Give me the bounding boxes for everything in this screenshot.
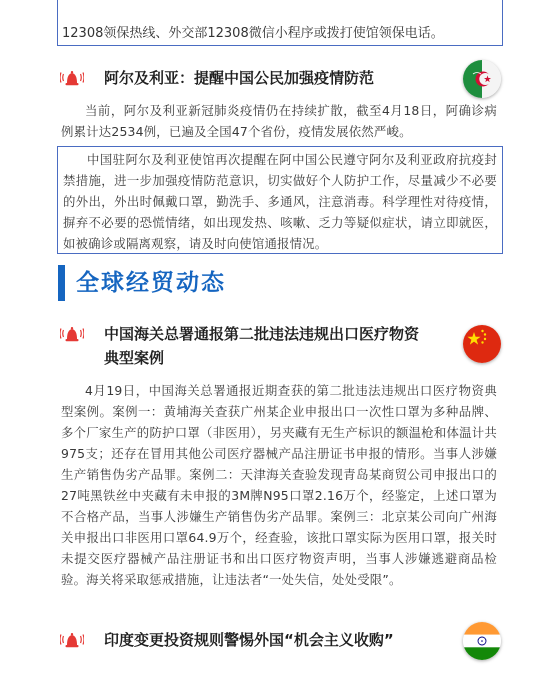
customs-title [104,322,424,370]
top-notice-text: 12308领保热线、外交部12308微信小程序或拨打使馆领保电话。 [62,26,444,41]
customs-paragraph: 4月19日，中国海关总署通报近期查获的第二批违法违规出口医疗物资典型案例。案例一：黄埔海关查获广州某企业申报出口一次性口罩为多种品牌、多个厂家生产的防护口罩（非医用），另夹藏有无生产标识的额温枪和体温计共975支；还存在冒用其他公司医疗器械产品注册证书申报的情形。当事人涉嫌生产销售伪劣产品罪。案例二：天津海关查验发现青岛某商贸公司申报出口的27吨黑铁丝中夹藏有未申报的3M牌N95口罩2.16万个，经鉴定，上述口罩为不合格产品，当事人涉嫌生产销售伪劣产品罪。案例三：北京某公司向广州海关申报出口非医用口罩64.9万个，经查验，该批口罩实际为医用口罩，报关时未提交医疗器械产品注册证书和出口医疗物资声明，当事人涉嫌逃避商品检验。海关将采取惩戒措施，让违法者“一处失信，处处受限”。 [61,383,497,587]
section-title: 全球经贸动态 [76,270,226,296]
algeria-paragraph-1: 当前，阿尔及利亚新冠肺炎疫情仍在持续扩散，截至4月18日，阿确诊病例累计达2534例，已遍及全国47个省份，疫情发展依然严峻。 [61,103,497,139]
algeria-title: 阿尔及利亚：提醒中国公民加强疫情防范 [104,69,375,87]
section-accent-bar [58,265,65,301]
alarm-bell-icon [60,324,84,344]
customs-title-line-2: 典型案例 [104,349,165,367]
india-title: 印度变更投资规则警惕外国“机会主义收购” [104,631,394,649]
algeria-paragraph-2: 中国驻阿尔及利亚使馆再次提醒在阿中国公民遵守阿尔及利亚政府抗疫封禁措施，进一步加强疫情防范意识，切实做好个人防护工作，尽量减少不必要的外出，外出时佩戴口罩，勤洗手、多通风，注意消毒。科学理性对待疫情，摒弃不必要的恐慌情绪，如出现发热、咳嗽、乏力等疑似症状，请立即就医，如被确诊或隔离观察，请及时向使馆通报情况。 [63,152,497,251]
china-flag-icon [463,325,501,363]
top-notice-box [57,0,503,46]
alarm-bell-icon [60,630,84,650]
algeria-advice-box [57,146,503,254]
customs-title-line-1: 中国海关总署通报第二批违法违规出口医疗物资 [104,325,420,343]
algeria-flag-icon [463,60,501,98]
alarm-bell-icon [60,68,84,88]
india-flag-icon [463,622,501,660]
